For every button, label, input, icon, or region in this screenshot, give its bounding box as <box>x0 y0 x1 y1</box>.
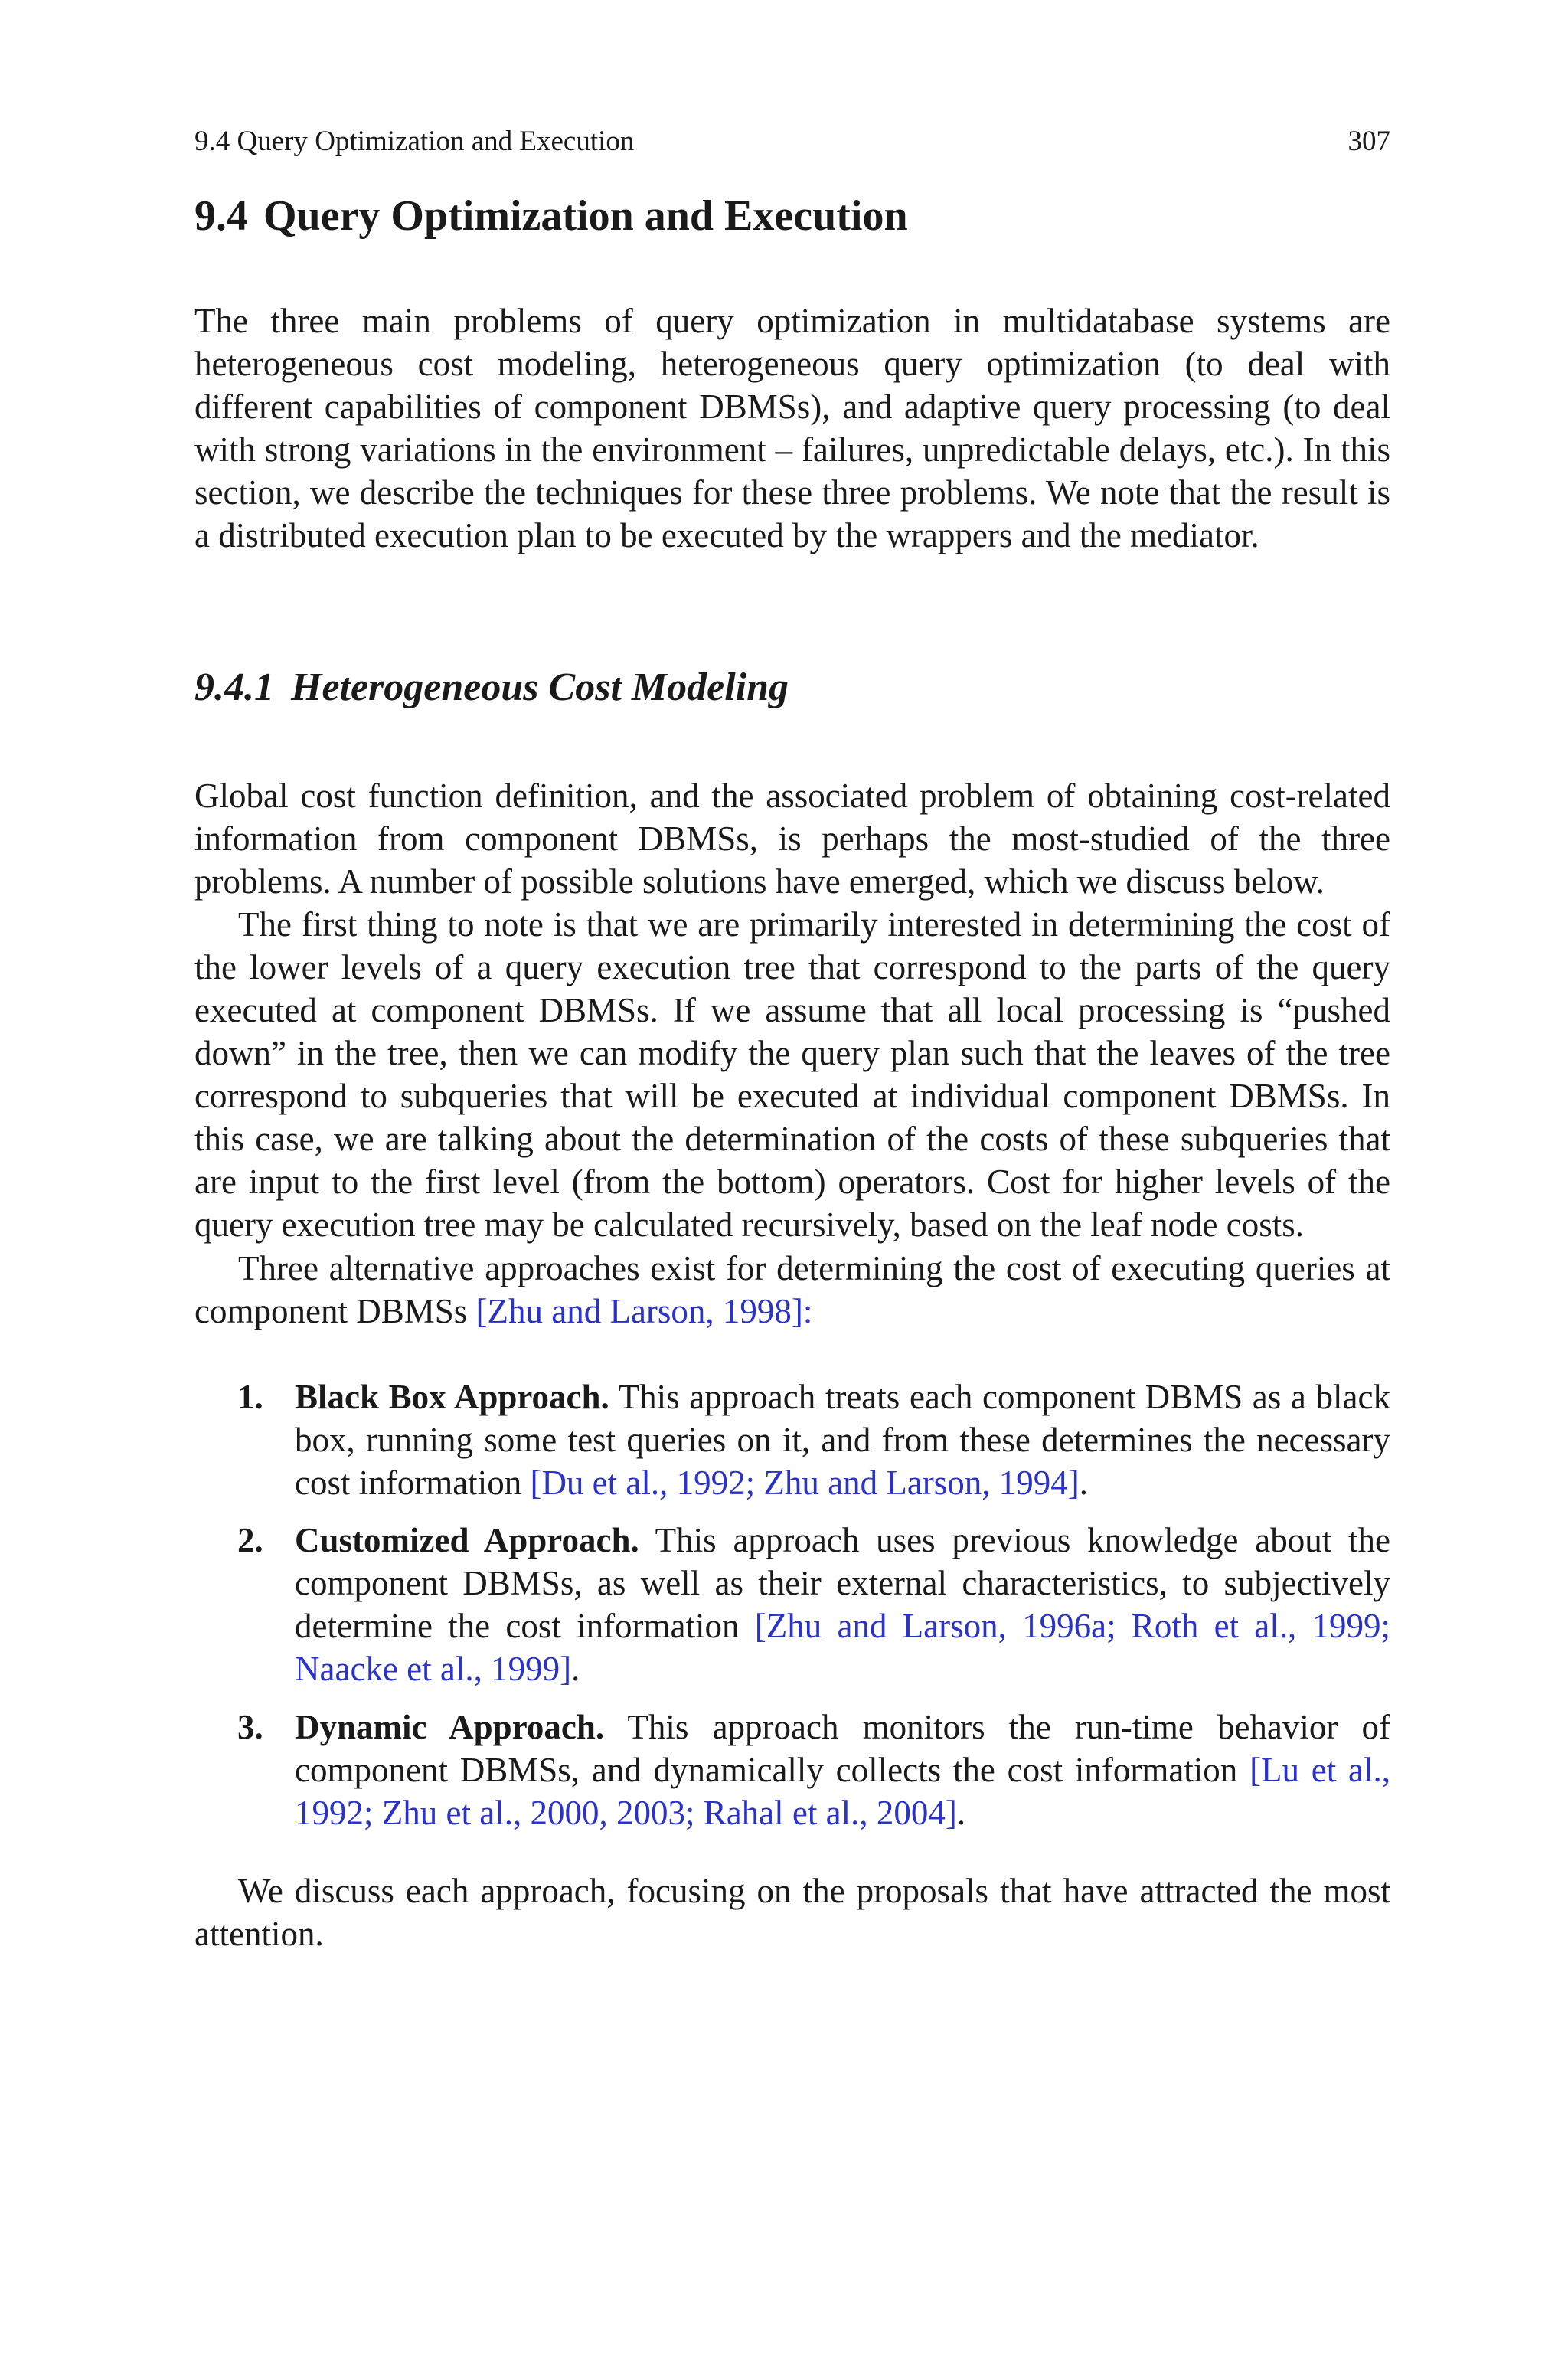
subsection-number: 9.4.1 <box>194 666 274 709</box>
list-item-end: . <box>571 1650 580 1688</box>
list-item-term: Black Box Approach. <box>295 1378 609 1416</box>
citation-link[interactable]: [Zhu and Larson, 1998]: <box>475 1292 813 1330</box>
running-head <box>194 123 1390 161</box>
paragraph-3 <box>194 1247 1390 1333</box>
list-item-body <box>295 1519 1390 1690</box>
closing-paragraph: We discuss each approach, focusing on the proposals that have attracted the most attention. <box>194 1872 1390 1953</box>
citation-link[interactable]: [Du et al., 1992; Zhu and Larson, 1994] <box>530 1464 1080 1502</box>
list-item-number: 2. <box>237 1521 263 1559</box>
list-item-body <box>295 1706 1390 1834</box>
section-number: 9.4 <box>194 192 248 240</box>
citation-link[interactable]: [Lu et al., 1992; Zhu et al., 2000, 2003; Rahal et al., 2004] <box>295 1751 1390 1832</box>
section-title: Query Optimization and Execution <box>263 192 908 240</box>
list-item-text: This approach treats each component DBMS as a black box, running some test queries on it, and from these determines the necessary cost information <box>295 1378 1391 1502</box>
paragraph-1: Global cost function definition, and the associated problem of obtaining cost-related information from component DBMSs, is perhaps the most-studied of the three problems. A number of possible solutions have emerged, which we discuss below. <box>194 777 1390 901</box>
citation-link[interactable]: [Zhu and Larson, 1996a; Roth et al., 1999; Naacke et al., 1999] <box>295 1607 1390 1688</box>
list-item-number: 3. <box>237 1708 263 1746</box>
list-item-end: . <box>956 1794 966 1832</box>
list-item-end: . <box>1079 1464 1089 1502</box>
subsection-title: Heterogeneous Cost Modeling <box>291 666 789 709</box>
subsection-heading <box>194 662 789 714</box>
running-head-title: 9.4 Query Optimization and Execution <box>194 126 635 157</box>
list-item-term: Dynamic Approach. <box>295 1708 605 1746</box>
list-item-text: This approach uses previous knowledge about the component DBMSs, as well as their external characteristics, to subjectively determine the cost information <box>295 1521 1391 1645</box>
page-number: 307 <box>1348 126 1390 157</box>
paragraph-2: The first thing to note is that we are primarily interested in determining the cost of the lower levels of a query execution tree that correspond to the parts of the query executed at component DBMSs. If we assume that all local processing is “pushed down” in the tree, then we can modify the query plan such that the leaves of the tree correspond to subqueries that will be executed at individual component DBMSs. In this case, we are talking about the determination of the costs of these subqueries that are input to the first level (from the bottom) operators. Cost for higher levels of the query execution tree may be calculated recursively, based on the leaf node costs. <box>194 905 1390 1244</box>
list-item-term: Customized Approach. <box>295 1521 639 1559</box>
list-item-number: 1. <box>237 1378 263 1416</box>
section-intro-paragraph: The three main problems of query optimization in multidatabase systems are heterogeneous cost modeling, heterogeneous query optimization (to deal with different capabilities of component DBMSs), and adaptive query processing (to deal with strong variations in the environment – failures, unpredictable delays, etc.). In this section, we describe the techniques for these three problems. We note that the result is a distributed execution plan to be executed by the wrappers and the mediator. <box>194 302 1390 554</box>
list-item-text: This approach monitors the run-time behavior of component DBMSs, and dynamically collects the cost information <box>295 1708 1390 1789</box>
list-item-body <box>295 1375 1390 1504</box>
paragraph-3-text: Three alternative approaches exist for determining the cost of executing queries at component DBMSs <box>194 1249 1390 1330</box>
section-heading <box>194 188 908 244</box>
